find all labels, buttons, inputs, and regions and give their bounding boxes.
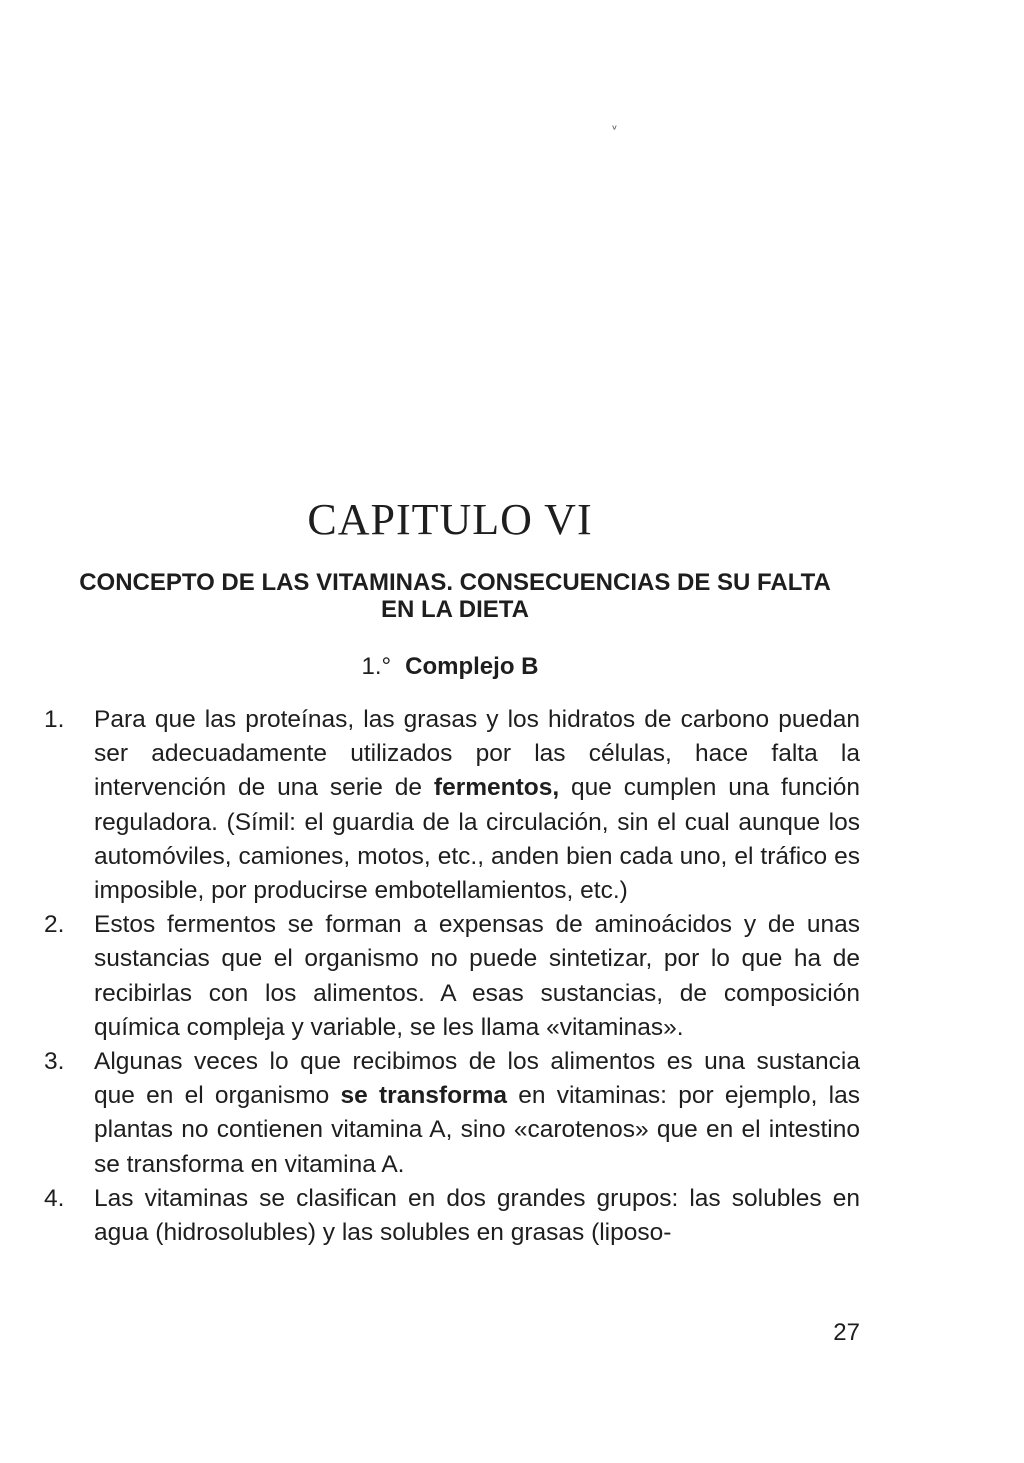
item-text-before: Las vitaminas se clasifican en dos grandes grupos: las solubles en agua (hidrosolubles) y las solubles en grasas (liposo- bbox=[94, 1184, 860, 1247]
list-item-text bbox=[94, 911, 860, 1041]
subtitle-line-1: CONCEPTO DE LAS VITAMINAS. CONSECUENCIAS DE SU FALTA bbox=[79, 569, 831, 596]
item-bold-text: fermentos, bbox=[433, 774, 560, 802]
list-item bbox=[44, 1182, 860, 1250]
item-text-after: que cumplen una función reguladora. (Símil: el guardia de la circulación, sin el cual aunque los automóviles, camiones, motos, etc., anden bien cada uno, el tráfico es imposible, por producirse embotellamientos, etc.) bbox=[94, 774, 861, 905]
list-item bbox=[44, 703, 860, 908]
list-item-text bbox=[94, 1048, 860, 1178]
list-item-text bbox=[94, 1185, 860, 1246]
section-label: Complejo B bbox=[405, 653, 539, 680]
section-number: 1.° bbox=[361, 653, 392, 680]
chapter-title: CAPITULO VI bbox=[307, 495, 593, 544]
list-item-text bbox=[94, 706, 860, 904]
page-number: 27 bbox=[833, 1319, 860, 1346]
item-text-before: Para que las proteínas, las grasas y los hidratos de carbono puedan ser adecuadamente utilizados por las células, hace falta la intervención de una serie de bbox=[94, 706, 860, 802]
list-item bbox=[44, 908, 860, 1045]
item-text-before: Estos fermentos se forman a expensas de aminoácidos y de unas sustancias que el organismo no puede sintetizar, por lo que ha de recibirlas con los alimentos. A esas sustancias, de composición química compleja y variable, se les llama «vitaminas». bbox=[94, 911, 860, 1041]
section-heading bbox=[0, 652, 900, 682]
list-item-number: 3. bbox=[44, 1048, 65, 1076]
list-item-number: 2. bbox=[44, 911, 65, 939]
numbered-list bbox=[44, 703, 860, 1250]
chapter-subtitle bbox=[40, 569, 870, 623]
item-bold-text: se transforma bbox=[340, 1082, 507, 1110]
item-text-before: Algunas veces lo que recibimos de los alimentos es una sustancia que en el organismo bbox=[94, 1048, 860, 1110]
list-item bbox=[44, 1045, 860, 1182]
subtitle-line-2: EN LA DIETA bbox=[381, 596, 529, 623]
list-item-number: 1. bbox=[44, 706, 65, 733]
item-text-after: en vitaminas: por ejemplo, las plantas no contienen vitamina A, sino «carotenos» que en el intestino se transforma en vitamina A. bbox=[94, 1082, 860, 1178]
list-item-number: 4. bbox=[44, 1184, 65, 1212]
scan-speck-mark: ᵛ bbox=[612, 123, 618, 138]
